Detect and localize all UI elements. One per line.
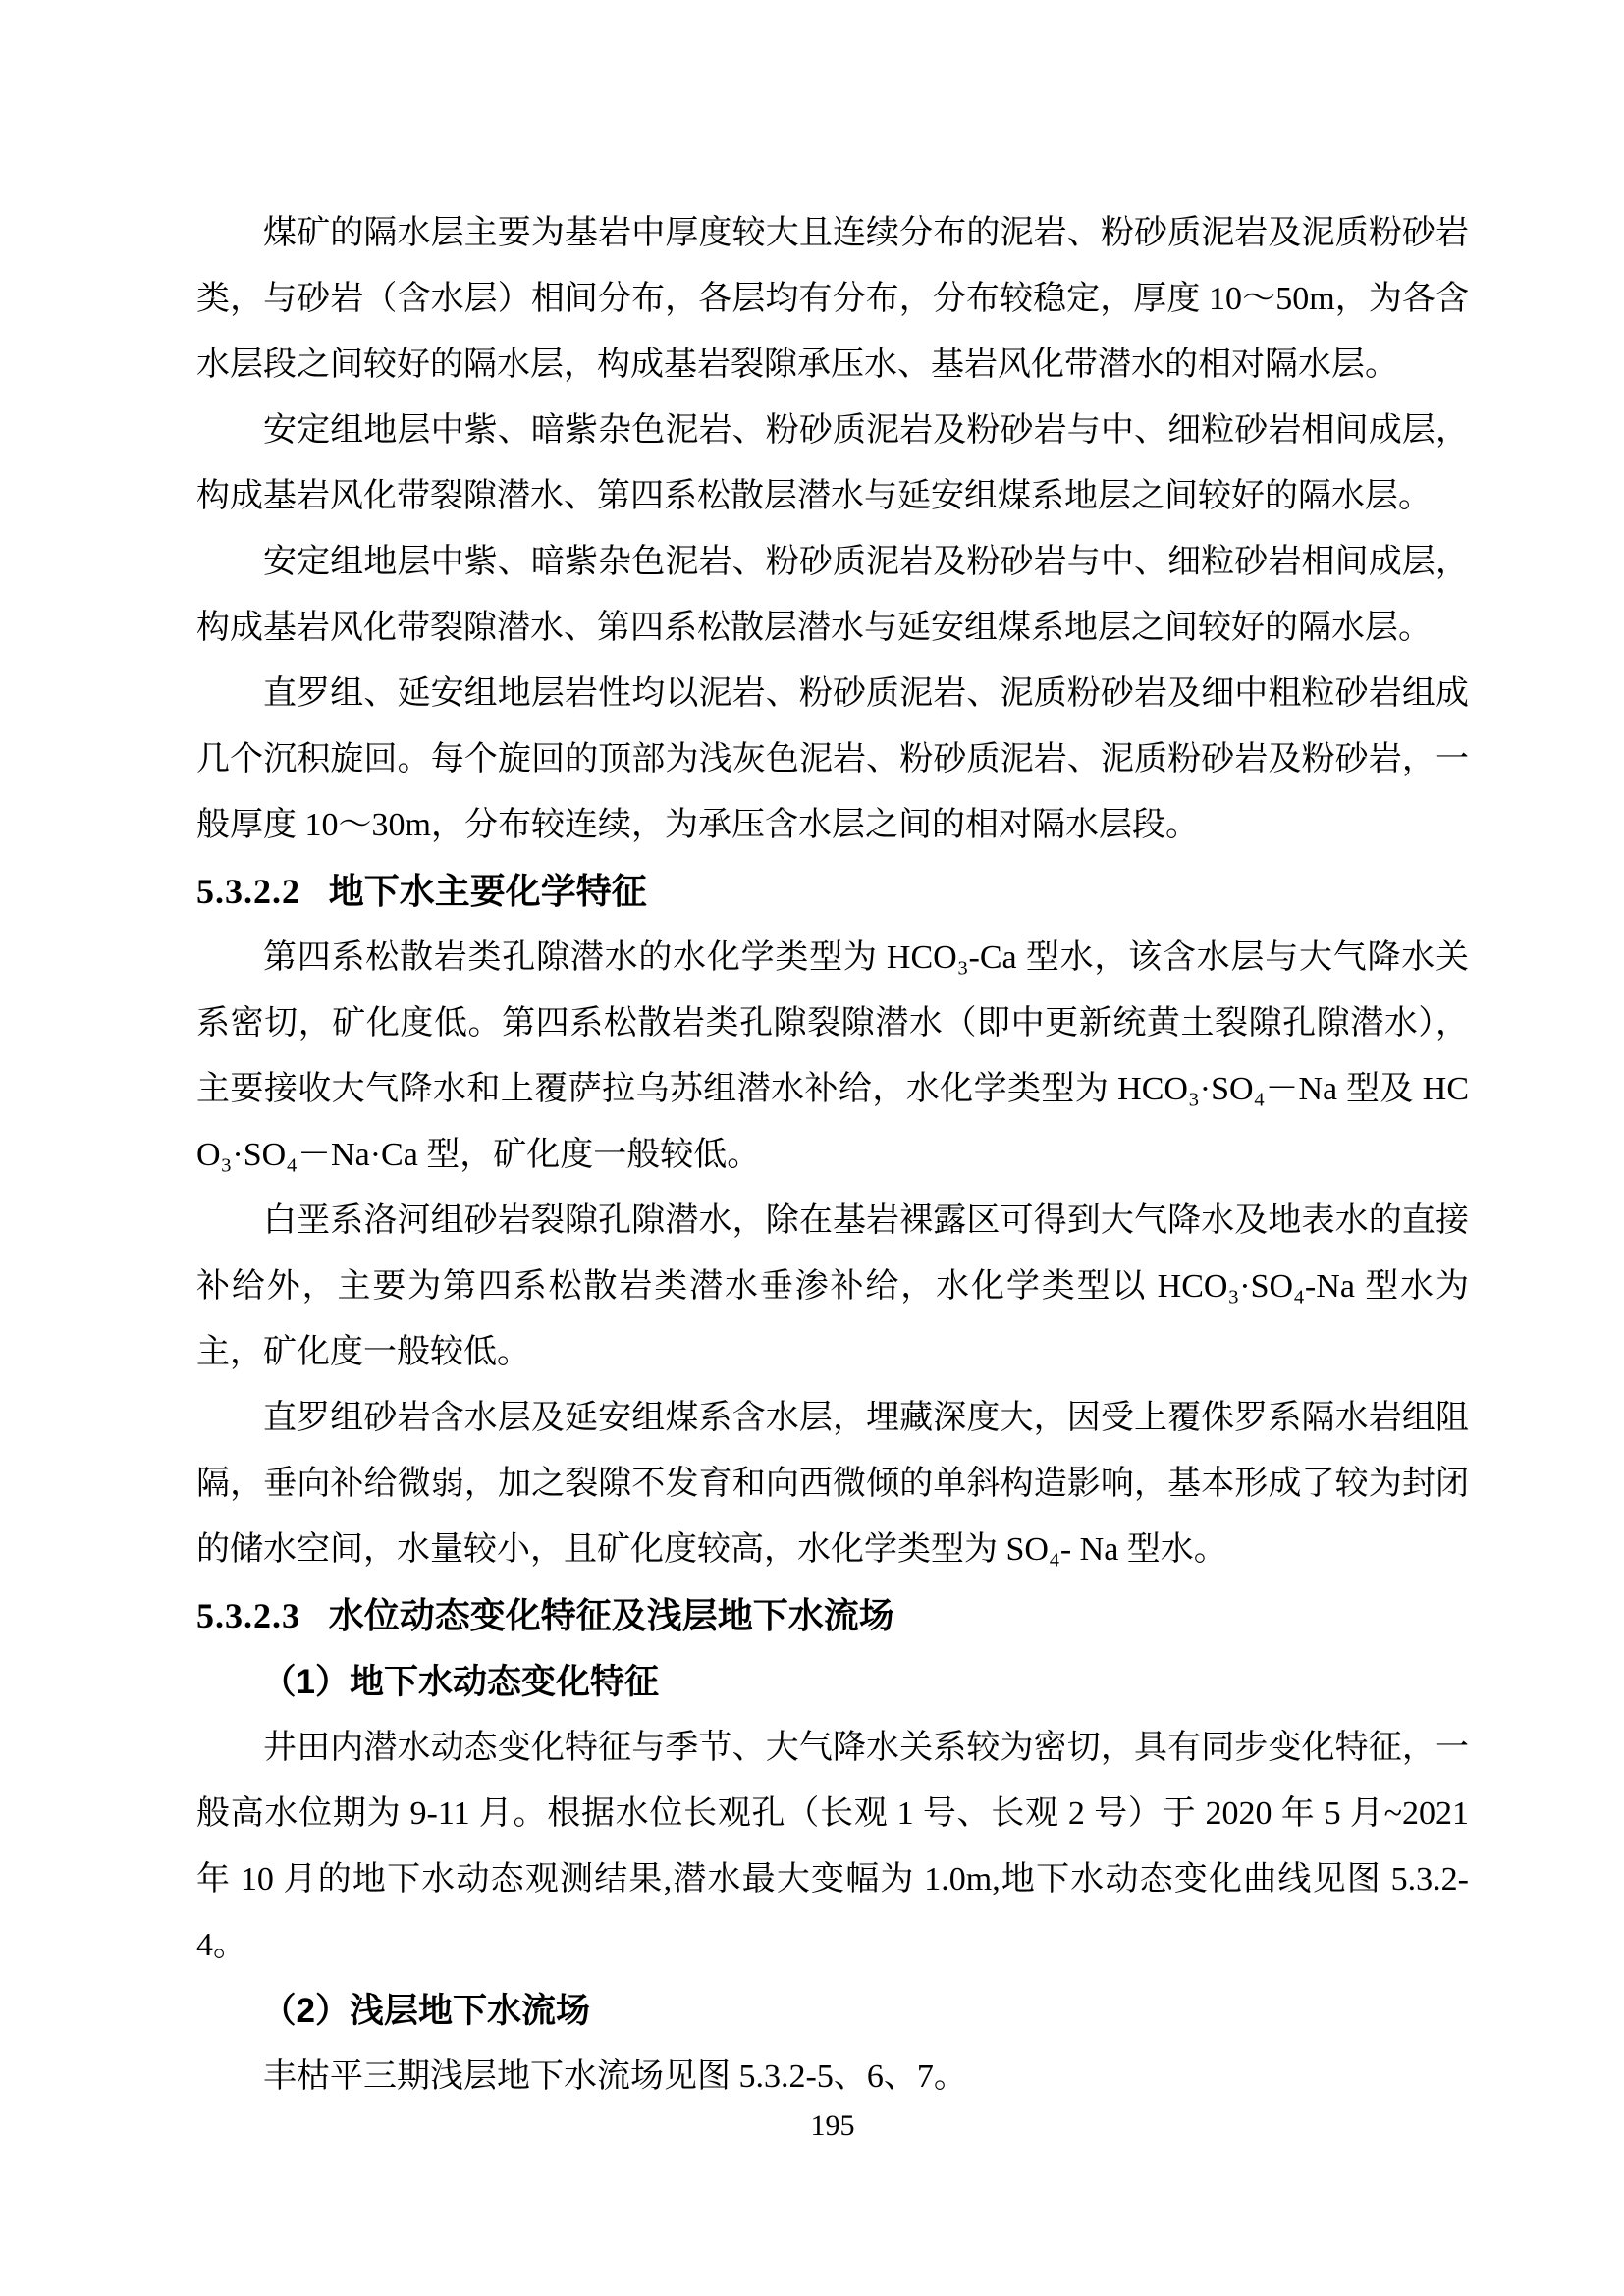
paragraph-flow-field-figures: 丰枯平三期浅层地下水流场见图 5.3.2-5、6、7。 bbox=[263, 2058, 967, 2095]
section-number: 5.3.2.3 bbox=[196, 1596, 300, 1635]
subheading-flow-field: （2）浅层地下水流场 bbox=[261, 1992, 590, 2030]
paragraph-zhiluo-coal-chemistry: 直罗组砂岩含水层及延安组煤系含水层，埋藏深度大，因受上覆侏罗系隔水岩组阻隔，垂向补给微弱，加之裂隙不发育和向西微倾的单斜构造影响，基本形成了较为封闭的储水空间，水量较小，且矿化度较高，水化学类型为 SO₄- Na 型水。 bbox=[196, 1400, 1469, 1568]
paragraph-zhiluo-yanan-cycles: 直罗组、延安组地层岩性均以泥岩、粉砂质泥岩、泥质粉砂岩及细中粗粒砂岩组成几个沉积旋回。每个旋回的顶部为浅灰色泥岩、粉砂质泥岩、泥质粉砂岩及粉砂岩，一般厚度 10～30m，分布较连续，为承压含水层之间的相对隔水层段。 bbox=[196, 675, 1469, 843]
subheading-dynamic-change: （1）地下水动态变化特征 bbox=[261, 1663, 659, 1701]
section-heading-groundwater-chemistry bbox=[196, 858, 1469, 925]
paragraph-coal-aquiclude: 煤矿的隔水层主要为基岩中厚度较大且连续分布的泥岩、粉砂质泥岩及泥质粉砂岩类，与砂岩（含水层）相间分布，各层均有分布，分布较稳定，厚度 10～50m，为各含水层段之间较好的隔水层，构成基岩裂隙承压水、基岩风化带潜水的相对隔水层。 bbox=[196, 215, 1469, 383]
paragraph-luohe-chemistry: 白垩系洛河组砂岩裂隙孔隙潜水，除在基岩裸露区可得到大气降水及地表水的直接补给外，主要为第四系松散岩类潜水垂渗补给，水化学类型以 HCO₃·SO₄-Na 型水为主，矿化度一般较低。 bbox=[196, 1202, 1469, 1370]
page-number: 195 bbox=[810, 2109, 855, 2142]
section-title: 水位动态变化特征及浅层地下水流场 bbox=[328, 1595, 894, 1635]
section-heading-water-level-dynamics bbox=[196, 1582, 1469, 1649]
paragraph-dynamic-observation: 井田内潜水动态变化特征与季节、大气降水关系较为密切，具有同步变化特征，一般高水位期为 9-11 月。根据水位长观孔（长观 1 号、长观 2 号）于 2020 年 5 月~2021 年 10 月的地下水动态观测结果,潜水最大变幅为 1.0m,地下水动态变化曲线见图 5.3.2-4。 bbox=[196, 1730, 1469, 1963]
paragraph-anding-formation-2: 安定组地层中紫、暗紫杂色泥岩、粉砂质泥岩及粉砂岩与中、细粒砂岩相间成层，构成基岩风化带裂隙潜水、第四系松散层潜水与延安组煤系地层之间较好的隔水层。 bbox=[196, 544, 1469, 646]
section-title: 地下水主要化学特征 bbox=[328, 871, 647, 911]
paragraph-anding-formation-1: 安定组地层中紫、暗紫杂色泥岩、粉砂质泥岩及粉砂岩与中、细粒砂岩相间成层，构成基岩风化带裂隙潜水、第四系松散层潜水与延安组煤系地层之间较好的隔水层。 bbox=[196, 412, 1469, 514]
paragraph-quaternary-chemistry: 第四系松散岩类孔隙潜水的水化学类型为 HCO₃-Ca 型水，该含水层与大气降水关系密切，矿化度低。第四系松散岩类孔隙裂隙潜水（即中更新统黄土裂隙孔隙潜水），主要接收大气降水和上覆萨拉乌苏组潜水补给，水化学类型为 HCO₃·SO₄－Na 型及 HCO₃·SO₄－Na·Ca 型，矿化度一般较低。 bbox=[196, 939, 1469, 1173]
page-body bbox=[196, 200, 1469, 2109]
section-number: 5.3.2.2 bbox=[196, 872, 300, 911]
